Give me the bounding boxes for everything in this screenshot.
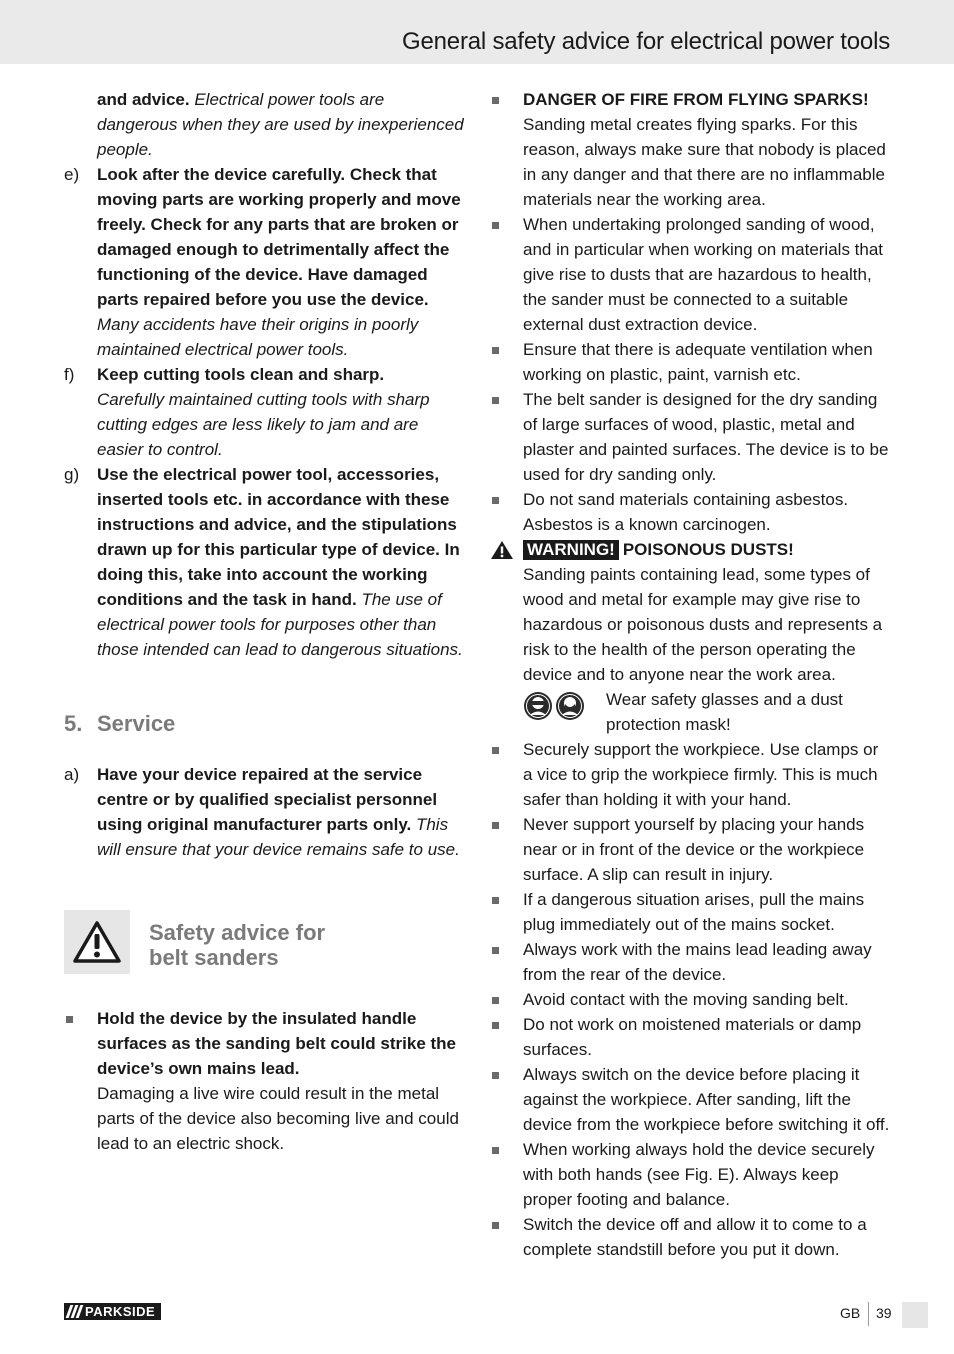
advice-g [64,462,466,662]
bullet-asbestos [490,487,892,537]
advice-f-bold: Keep cutting tools clean and sharp. [97,365,385,384]
bullet-dry-sanding [490,387,892,487]
service-a-italic: This will ensure that your device remains safe to use. [97,815,460,859]
advice-e-marker: e) [64,165,80,184]
section-number: 5. [64,711,83,736]
bullet-marker [66,1016,73,1023]
service-a-marker: a) [64,765,80,784]
safety-glasses-icon [523,691,553,721]
bullet-marker [492,347,499,354]
logo-stripes-icon [68,1305,81,1318]
bullet-hold-text: Damaging a live wire could result in the metal parts of the device also becoming live and could lead to an electric shock. [97,1084,459,1153]
advice-e-bold: Look after the device carefully. Check that moving parts are working properly and move freely. Check for any parts that are broken or damaged enough to detrimentally affect the functioning of the device. Have damaged parts repaired before you use the device. [97,165,461,309]
bullet-switch-on [490,1062,892,1137]
bullet-marker [492,747,499,754]
bullet-dust-extraction [490,212,892,337]
bullet-marker [492,1222,499,1229]
warning-badge: WARNING! [523,540,619,560]
safety-heading-title [149,920,449,970]
section-heading-service [64,710,466,738]
bullet-marker [492,497,499,504]
bullet-marker [492,97,499,104]
bullet-marker [492,822,499,829]
service-a-bold: Have your device repaired at the service centre or by qualified specialist personnel using original manufacturer parts only. [97,765,438,834]
bullet-switch-off [490,1212,892,1262]
bullet-pull-plug [490,887,892,937]
service-a [64,762,466,862]
bullet-marker [492,1072,499,1079]
ppe-icons [523,691,585,721]
warning-triangle-icon [64,910,130,974]
advice-f-marker: f) [64,365,75,384]
bullet-hands-position [490,812,892,887]
bullet-hold-device [64,1006,466,1156]
bullet-mains-lead [490,937,892,987]
safety-heading-line-1: Safety advice for [149,920,326,945]
bullet-ventilation [490,337,892,387]
dust-mask-icon [555,691,585,721]
advice-g-italic: The use of electrical power tools for purposes other than those intended can lead to dangerous situations. [97,590,463,659]
bullet-hold-securely [490,1137,892,1212]
bullet-text: Do not work on moistened materials or damp surfaces. [523,1015,862,1059]
bullet-hold-bold: Hold the device by the insulated handle surfaces as the sanding belt could strike the device’s own mains lead. [97,1009,456,1078]
advice-e-italic: Many accidents have their origins in poorly maintained electrical power tools. [97,315,419,359]
logo-text: PARKSIDE [85,1304,156,1319]
advice-d-continuation [64,87,466,162]
bullet-marker [492,997,499,1004]
bullet-fire-danger [490,87,892,212]
bullet-text: Never support yourself by placing your hands near or in front of the device or the workpiece surface. A slip can result in injury. [523,815,865,884]
parkside-logo [64,1303,161,1320]
footer-corner-box [902,1302,928,1328]
right-column [490,87,892,1262]
bullet-text: Securely support the workpiece. Use clamps or a vice to grip the workpiece firmly. This is much safer than holding it with your hand. [523,740,879,809]
advice-d-bold: and advice. [97,90,190,109]
bullet-text: Do not sand materials containing asbestos. Asbestos is a known carcinogen. [523,490,849,534]
bullet-fire-text: Sanding metal creates flying sparks. For this reason, always make sure that nobody is placed in any danger and that there are no inflammable materials near the working area. [523,115,886,209]
bullet-text: If a dangerous situation arises, pull the mains plug immediately out of the mains socket. [523,890,865,934]
bullet-marker [492,1147,499,1154]
footer-language: GB [840,1305,861,1321]
bullet-marker [492,897,499,904]
left-column [64,87,466,1156]
bullet-fire-bold: DANGER OF FIRE FROM FLYING SPARKS! [523,90,869,109]
bullet-marker [492,222,499,229]
bullet-text: Ensure that there is adequate ventilation when working on plastic, paint, varnish etc. [523,340,873,384]
ppe-text: Wear safety glasses and a dust protection mask! [606,690,843,734]
bullet-avoid-contact [490,987,892,1012]
bullet-text: Always work with the mains lead leading away from the rear of the device. [523,940,872,984]
bullet-text: When undertaking prolonged sanding of wood, and in particular when working on materials that give rise to dusts that are hazardous to health, the sander must be connected to a suitable external dust extraction device. [523,215,884,334]
advice-g-marker: g) [64,465,80,484]
warning-text: Sanding paints containing lead, some types of wood and metal for example may give rise to hazardous or poisonous dusts and represents a risk to the health of the person operating the device and to anyone near the work area. [523,565,883,684]
page-number: 39 [876,1305,892,1321]
advice-g-bold: Use the electrical power tool, accessories, inserted tools etc. in accordance with these instructions and advice, and the stipulations drawn up for this particular type of device. In doing this, take into account the working conditions and the task in hand. [97,465,460,609]
advice-d-italic: Electrical power tools are dangerous when they are used by inexperienced people. [97,90,464,159]
bullet-moist-materials [490,1012,892,1062]
advice-f [64,362,466,462]
advice-f-italic: Carefully maintained cutting tools with sharp cutting edges are less likely to jam and are easier to control. [97,390,430,459]
bullet-text: Always switch on the device before placing it against the workpiece. After sanding, lift the device from the workpiece before switching it off. [523,1065,890,1134]
warning-triangle-icon [490,540,514,567]
advice-e [64,162,466,362]
belt-sander-safety-heading [64,910,466,976]
section-title: Service [97,711,176,736]
ppe-instruction [490,687,892,737]
bullet-text: The belt sander is designed for the dry sanding of large surfaces of wood, plastic, metal and plaster and painted surfaces. The device is to be used for dry sanding only. [523,390,889,484]
warning-title: POISONOUS DUSTS! [622,540,794,559]
bullet-support-workpiece [490,737,892,812]
page-header-title: General safety advice for electrical power tools [402,28,890,55]
bullet-text: When working always hold the device securely with both hands (see Fig. E). Always keep proper footing and balance. [523,1140,875,1209]
bullet-marker [492,397,499,404]
footer-divider [868,1302,869,1326]
bullet-marker [492,1022,499,1029]
bullet-text: Switch the device off and allow it to come to a complete standstill before you put it down. [523,1215,867,1259]
bullet-marker [492,947,499,954]
warning-poisonous-dusts [490,537,892,687]
bullet-text: Avoid contact with the moving sanding belt. [523,990,849,1009]
safety-heading-line-2: belt sanders [149,945,279,970]
